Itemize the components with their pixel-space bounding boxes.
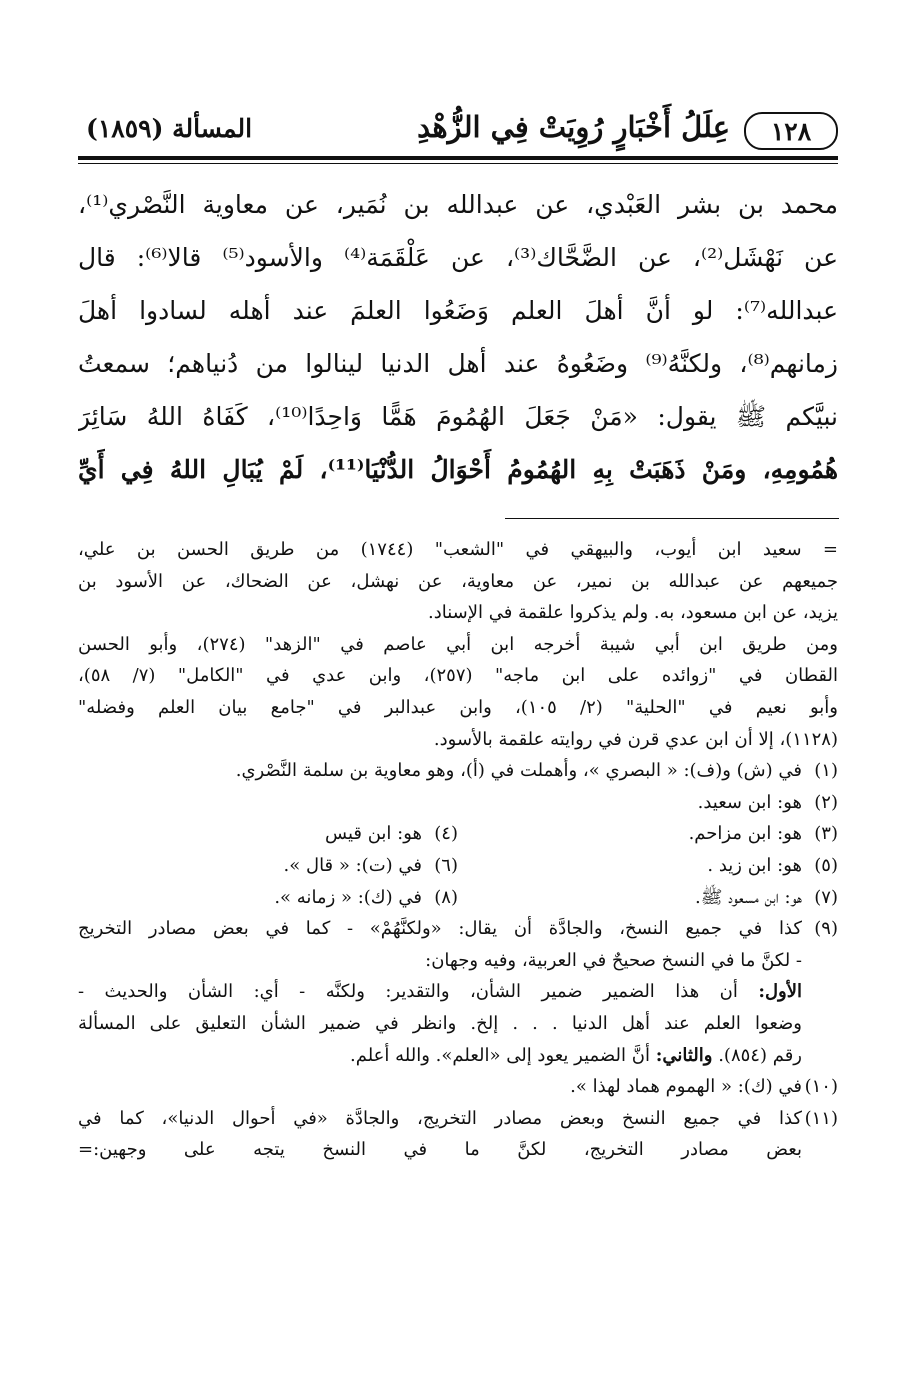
main-line: عبدالله⁽⁷⁾: لو أنَّ أهلَ العلم وَضَعُوا العلمَ عند أهله لسادوا أهلَ — [78, 296, 838, 325]
footnote-text: هو: ابن مسعود ﷺ. — [694, 886, 802, 908]
footnotes — [78, 534, 838, 1166]
main-line-hadith: هُمُومِهِ، ومَنْ ذَهَبَتْ بِهِ الهُمُومُ أَحْوَالُ الدُّنْيَا⁽¹¹⁾، لَمْ يُبَالِ اللهُ فِي أَيِّ — [78, 455, 838, 484]
footnote-9 — [78, 913, 838, 945]
footnote-text: هو: ابن سعيد. — [697, 791, 802, 813]
continued-mark: = — [78, 1139, 94, 1161]
footnote-5 — [458, 850, 838, 882]
footnote-number: (٢) — [814, 791, 838, 813]
main-line: زمانهم⁽⁸⁾، ولكنَّهُ⁽⁹⁾ وضَعُوهُ عند أهل الدنيا لينالوا من دُنياهم؛ سمعتُ — [78, 349, 838, 378]
first-aspect-label: الأول: — [758, 981, 802, 1003]
footnote-continuation-line: وأبو نعيم في "الحلية" (٢/ ١٠٥)، وابن عبدالبر في "جامع بيان العلم وفضله" — [78, 696, 838, 718]
footnote-divider — [505, 518, 839, 519]
footnote-text: هو: ابن قيس — [325, 823, 422, 845]
book-title: عِلَلُ أَخْبَارٍ رُوِيَتْ فِي الزُّهْدِ — [417, 110, 730, 144]
footnote-number: (١) — [814, 760, 838, 782]
footnote-text: هو: ابن زيد . — [707, 854, 802, 876]
main-line: عن نَهْشَل⁽²⁾، عن الضَّحَّاك⁽³⁾، عن عَلْقَمَة⁽⁴⁾ والأسود⁽⁵⁾ قالا⁽⁶⁾: قال — [78, 243, 838, 272]
footnote-text: أنَّ الضمير يعود إلى «العلم». والله أعلم. — [350, 1044, 650, 1066]
footnote-number: (١١) — [804, 1107, 838, 1129]
footnote-text: كذا في جميع النسخ، والجادَّة أن يقال: «ولكنَّهُمْ» - كما في بعض مصادر التخريج — [78, 918, 802, 940]
header-rule-thin — [78, 163, 838, 164]
footnote-continuation-line: = سعيد ابن أيوب، والبيهقي في "الشعب" (١٧٤٤) من طريق الحسن بن علي، — [78, 539, 838, 560]
footnote-row — [78, 850, 838, 882]
footnote-continuation-line: القطان في "زوائده على ابن ماجه" (٢٥٧)، وابن عدي في "الكامل" (٧/ ٥٨)، — [78, 665, 838, 687]
footnote-11 — [78, 1103, 838, 1135]
footnote-text: كذا في جميع النسخ وبعض مصادر التخريج، والجادَّة «في أحوال الدنيا»، كما في — [78, 1107, 802, 1129]
header-rule-thick — [78, 156, 838, 160]
footnote-10 — [78, 1071, 838, 1103]
footnote-number: (٨) — [434, 886, 458, 908]
main-line: محمد بن بشر العَبْدي، عن عبدالله بن نُمَير، عن معاوية النَّصْري⁽¹⁾، — [78, 190, 838, 219]
footnote-text: بعض مصادر التخريج، لكنَّ ما في النسخ يتجه على وجهين: — [93, 1139, 802, 1161]
page-number: ١٢٨ — [744, 112, 838, 150]
footnote-9-line: وضعوا العلم عند أهل الدنيا . . . إلخ. وانظر في ضمير الشأن التعليق على المسألة — [78, 1012, 802, 1034]
second-aspect-label: والثاني: — [655, 1044, 713, 1066]
main-line-hadith: نبيَّكم ﷺ يقول: «مَنْ جَعَلَ الهُمُومَ هَمًّا وَاحِدًا⁽¹⁰⁾، كَفَاهُ اللهُ سَائِرَ — [78, 402, 838, 431]
footnote-continuation-line: جميعهم عن عبدالله بن نمير، عن معاوية، عن نهشل، عن الضحاك، عن الأسود بن — [78, 570, 838, 592]
footnote-number: (٦) — [434, 854, 458, 876]
footnote-3 — [458, 818, 838, 850]
footnote-continuation-line: يزيد، عن ابن مسعود، به. ولم يذكروا علقمة في الإسناد. — [427, 602, 838, 624]
footnote-11-line — [78, 1134, 838, 1166]
footnote-number: (٩) — [814, 918, 838, 940]
footnote-7 — [458, 882, 838, 914]
footnote-6 — [78, 850, 458, 882]
issue-number: المسألة (١٨٥٩) — [86, 114, 253, 143]
footnote-9-line — [78, 1040, 838, 1072]
footnote-continuation-line: ومن طريق ابن أبي شيبة أخرجه ابن أبي عاصم في "الزهد" (٢٧٤)، وأبو الحسن — [78, 633, 838, 655]
footnote-number: (١٠) — [804, 1076, 838, 1098]
footnote-number: (٤) — [434, 823, 458, 845]
footnote-text: في (ك): « الهموم هماد لهذا ». — [570, 1076, 802, 1098]
footnote-row — [78, 818, 838, 850]
footnote-9-line — [78, 976, 838, 1008]
footnote-row — [78, 882, 838, 914]
footnote-text: في (ت): « قال ». — [283, 854, 422, 876]
footnote-2 — [78, 787, 838, 819]
footnote-text: في (ك): « زمانه ». — [274, 886, 422, 908]
footnote-8 — [78, 882, 458, 914]
footnote-continuation-line: (١١٢٨)، إلا أن ابن عدي قرن في روايته علقمة بالأسود. — [433, 728, 838, 750]
page-header — [78, 108, 838, 152]
footnote-text: أن هذا الضمير ضمير الشأن، والتقدير: ولكنَّه - أي: الشأن والحديث - — [78, 981, 738, 1003]
footnote-text: هو: ابن مزاحم. — [688, 823, 802, 845]
footnote-4 — [78, 818, 458, 850]
footnote-9-line: - لكنَّ ما في النسخ صحيحٌ في العربية، وفيه وجهان: — [425, 949, 802, 971]
footnote-number: (٥) — [814, 854, 838, 876]
footnote-number: (٣) — [814, 823, 838, 845]
footnote-text: رقم (٨٥٤). — [718, 1044, 802, 1066]
footnote-text: في (ش) و(ف): « البصري »، وأهملت في (أ)، وهو معاوية بن سلمة النَّصْري. — [235, 760, 802, 782]
footnote-number: (٧) — [814, 886, 838, 908]
footnote-1 — [78, 755, 838, 787]
main-text — [78, 178, 838, 496]
